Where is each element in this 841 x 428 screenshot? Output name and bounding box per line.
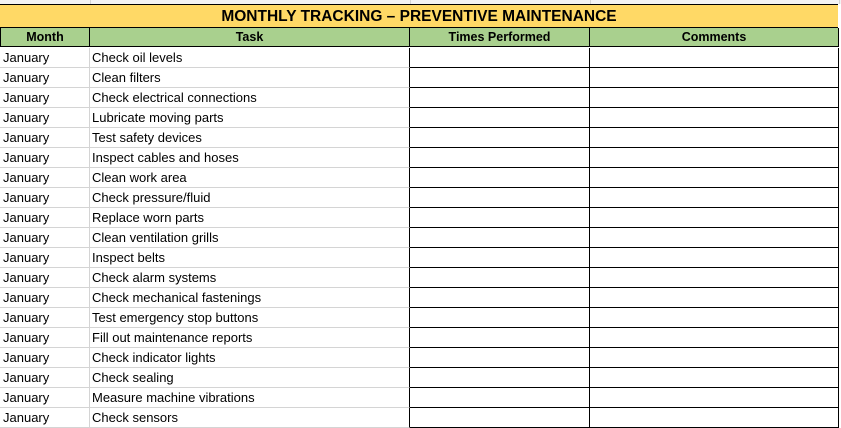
table-row (0, 328, 841, 348)
comments-cell[interactable] (590, 108, 839, 128)
comments-cell[interactable] (590, 228, 839, 248)
task-cell[interactable]: Check alarm systems (90, 268, 410, 288)
month-cell[interactable]: January (0, 208, 90, 228)
times-performed-cell[interactable] (410, 248, 590, 268)
times-performed-cell[interactable] (410, 328, 590, 348)
comments-cell[interactable] (590, 248, 839, 268)
times-performed-cell[interactable] (410, 228, 590, 248)
month-cell[interactable]: January (0, 248, 90, 268)
task-cell[interactable]: Clean ventilation grills (90, 228, 410, 248)
comments-cell[interactable] (590, 348, 839, 368)
header-times-performed[interactable]: Times Performed (410, 28, 590, 47)
times-performed-cell[interactable] (410, 188, 590, 208)
comments-cell[interactable] (590, 188, 839, 208)
table-row (0, 108, 841, 128)
task-cell[interactable]: Measure machine vibrations (90, 388, 410, 408)
comments-cell[interactable] (590, 168, 839, 188)
month-cell[interactable]: January (0, 388, 90, 408)
month-cell[interactable]: January (0, 148, 90, 168)
times-performed-cell[interactable] (410, 348, 590, 368)
month-cell[interactable]: January (0, 228, 90, 248)
table-row (0, 348, 841, 368)
comments-cell[interactable] (590, 288, 839, 308)
month-cell[interactable]: January (0, 308, 90, 328)
sheet-title[interactable]: MONTHLY TRACKING – PREVENTIVE MAINTENANCE (0, 4, 838, 28)
times-performed-cell[interactable] (410, 68, 590, 88)
table-row (0, 308, 841, 328)
table-row (0, 68, 841, 88)
table-row (0, 248, 841, 268)
table-row (0, 268, 841, 288)
comments-cell[interactable] (590, 328, 839, 348)
month-cell[interactable]: January (0, 348, 90, 368)
month-cell[interactable]: January (0, 128, 90, 148)
month-cell[interactable]: January (0, 368, 90, 388)
times-performed-cell[interactable] (410, 48, 590, 68)
task-cell[interactable]: Check electrical connections (90, 88, 410, 108)
comments-cell[interactable] (590, 308, 839, 328)
grid-line (839, 0, 840, 4)
times-performed-cell[interactable] (410, 368, 590, 388)
task-cell[interactable]: Lubricate moving parts (90, 108, 410, 128)
table-row (0, 88, 841, 108)
times-performed-cell[interactable] (410, 168, 590, 188)
month-cell[interactable]: January (0, 288, 90, 308)
table-row (0, 228, 841, 248)
times-performed-cell[interactable] (410, 388, 590, 408)
month-cell[interactable]: January (0, 168, 90, 188)
table-row (0, 288, 841, 308)
comments-cell[interactable] (590, 268, 839, 288)
times-performed-cell[interactable] (410, 88, 590, 108)
table-row (0, 128, 841, 148)
table-row (0, 408, 841, 428)
month-cell[interactable]: January (0, 408, 90, 428)
task-cell[interactable]: Check pressure/fluid (90, 188, 410, 208)
comments-cell[interactable] (590, 388, 839, 408)
times-performed-cell[interactable] (410, 128, 590, 148)
task-cell[interactable]: Replace worn parts (90, 208, 410, 228)
month-cell[interactable]: January (0, 108, 90, 128)
task-cell[interactable]: Check sensors (90, 408, 410, 428)
month-cell[interactable]: January (0, 268, 90, 288)
comments-cell[interactable] (590, 148, 839, 168)
times-performed-cell[interactable] (410, 108, 590, 128)
table-row (0, 388, 841, 408)
month-cell[interactable]: January (0, 328, 90, 348)
times-performed-cell[interactable] (410, 408, 590, 428)
table-row (0, 188, 841, 208)
month-cell[interactable]: January (0, 68, 90, 88)
times-performed-cell[interactable] (410, 268, 590, 288)
comments-cell[interactable] (590, 128, 839, 148)
task-cell[interactable]: Check indicator lights (90, 348, 410, 368)
times-performed-cell[interactable] (410, 308, 590, 328)
task-cell[interactable]: Check oil levels (90, 48, 410, 68)
comments-cell[interactable] (590, 368, 839, 388)
table-row (0, 168, 841, 188)
header-comments[interactable]: Comments (590, 28, 839, 47)
table-row (0, 48, 841, 68)
table-row (0, 208, 841, 228)
comments-cell[interactable] (590, 68, 839, 88)
times-performed-cell[interactable] (410, 288, 590, 308)
task-cell[interactable]: Test emergency stop buttons (90, 308, 410, 328)
comments-cell[interactable] (590, 208, 839, 228)
task-cell[interactable]: Check sealing (90, 368, 410, 388)
task-cell[interactable]: Inspect cables and hoses (90, 148, 410, 168)
task-cell[interactable]: Fill out maintenance reports (90, 328, 410, 348)
header-month[interactable]: Month (0, 28, 90, 47)
header-task[interactable]: Task (90, 28, 410, 47)
task-cell[interactable]: Test safety devices (90, 128, 410, 148)
task-cell[interactable]: Clean filters (90, 68, 410, 88)
table-row (0, 148, 841, 168)
comments-cell[interactable] (590, 48, 839, 68)
month-cell[interactable]: January (0, 188, 90, 208)
task-cell[interactable]: Check mechanical fastenings (90, 288, 410, 308)
times-performed-cell[interactable] (410, 208, 590, 228)
month-cell[interactable]: January (0, 88, 90, 108)
task-cell[interactable]: Clean work area (90, 168, 410, 188)
table-row (0, 368, 841, 388)
task-cell[interactable]: Inspect belts (90, 248, 410, 268)
comments-cell[interactable] (590, 88, 839, 108)
times-performed-cell[interactable] (410, 148, 590, 168)
month-cell[interactable]: January (0, 48, 90, 68)
comments-cell[interactable] (590, 408, 839, 428)
